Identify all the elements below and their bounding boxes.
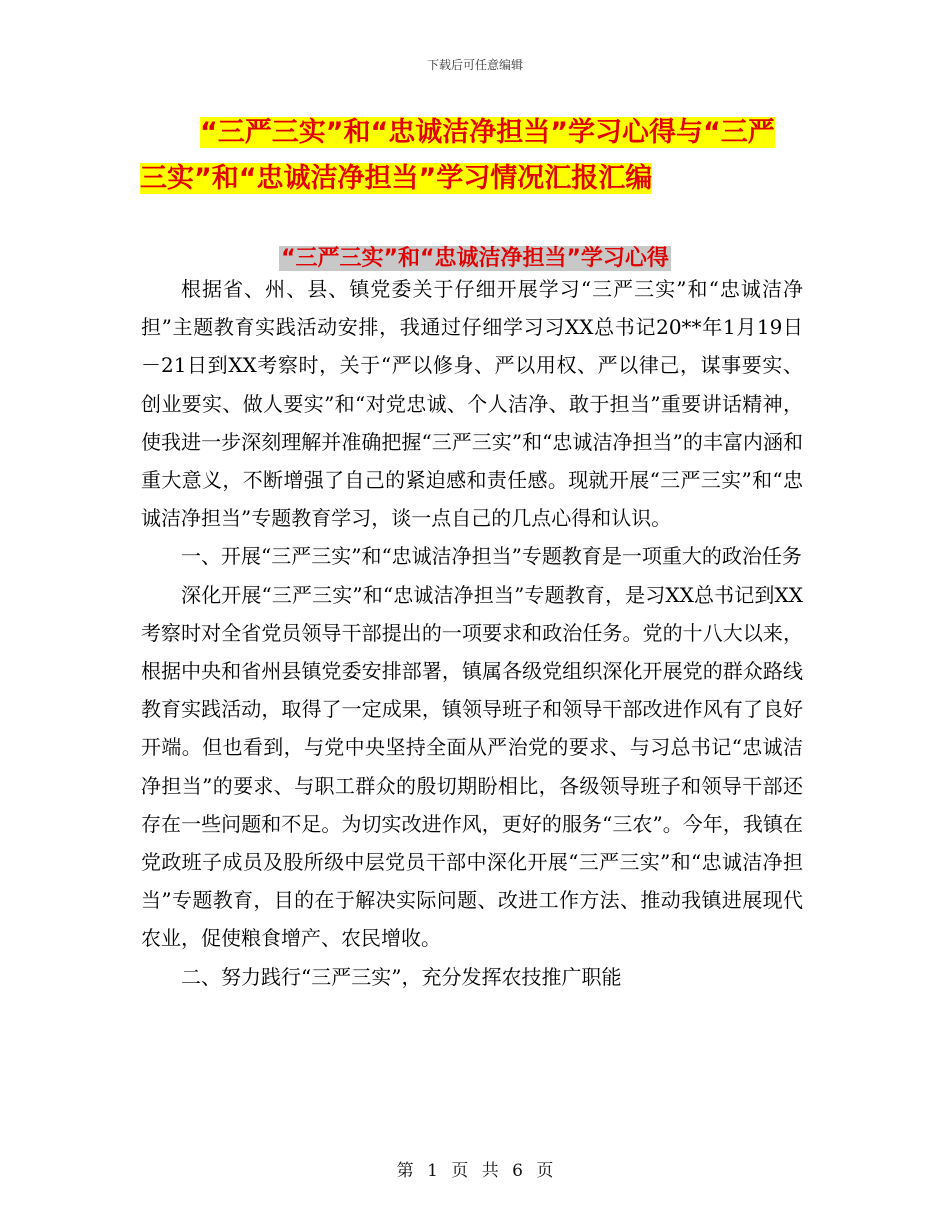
title-line-2: 三实”和“忠诚洁净担当”学习情况汇报汇编: [140, 163, 653, 194]
document-title: [140, 110, 810, 202]
paragraph-one: 深化开展“三严三实”和“忠诚洁净担当”专题教育，是习XX总书记到XX考察时对全省党员领导干部提出的一项要求和政治任务。党的十八大以来，根据中央和省州县镇党委安排部署，镇属各级党组织深化开展党的群众路线教育实践活动，取得了一定成果，镇领导班子和领导干部改进作风有了良好开端。但也看到，与党中央坚持全面从严治党的要求、与习总书记“忠诚洁净担当”的要求、与职工群众的殷切期盼相比，各级领导班子和领导干部还存在一些问题和不足。为切实改进作风，更好的服务“三农”。今年，我镇在党政班子成员及股所级中层党员干部中深化开展“三严三实”和“忠诚洁净担当”专题教育，目的在于解决实际问题、改进工作方法、推动我镇进展现代农业，促使粮食增产、农民增收。: [141, 582, 803, 951]
heading-two: 二、努力践行“三严三实”，充分发挥农技推广职能: [181, 964, 622, 989]
header-note: 下载后可任意编辑: [426, 58, 523, 72]
section-title-text: “三严三实”和“忠诚洁净担当”学习心得: [281, 246, 669, 271]
footer-prefix: 第: [396, 1161, 414, 1181]
title-line-1: “三严三实”和“忠诚洁净担当”学习心得与“三严: [200, 117, 775, 148]
footer-page-word: 页: [451, 1161, 469, 1181]
footer-page-number: 1: [427, 1161, 438, 1181]
footer-total-word: 共: [481, 1161, 499, 1181]
paragraph-intro: 根据省、州、县、镇党委关于仔细开展学习“三严三实”和“忠诚洁净担”主题教育实践活动安排，我通过仔细学习习XX总书记20**年1月19日－21日到XX考察时，关于“严以修身、严以用权、严以律己，谋事要实、创业要实、做人要实”和“对党忠诚、个人洁净、敢于担当”重要讲话精神，使我进一步深刻理解并准确把握“三严三实”和“忠诚洁净担当”的丰富内涵和重大意义，不断增强了自己的紧迫感和责任感。现就开展“三严三实”和“忠诚洁净担当”专题教育学习，谈一点自己的几点心得和认识。: [141, 277, 803, 531]
heading-one: 一、开展“三严三实”和“忠诚洁净担当”专题教育是一项重大的政治任务: [181, 544, 802, 569]
document-body: [141, 270, 803, 996]
footer-suffix: 页: [536, 1161, 554, 1181]
page-footer: [0, 1156, 950, 1181]
footer-total-pages: 6: [512, 1161, 523, 1181]
